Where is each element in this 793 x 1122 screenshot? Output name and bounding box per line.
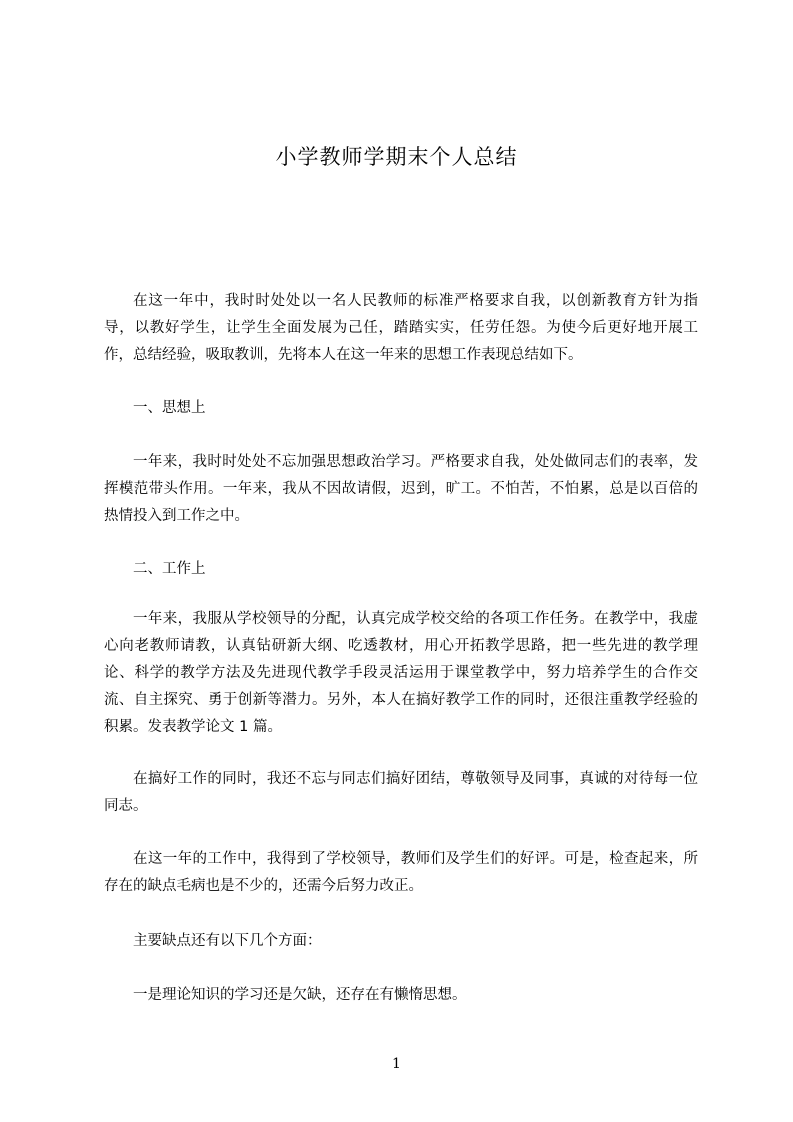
paragraph-shortcoming-one: 一是理论知识的学习还是欠缺，还存在有懒惰思想。 xyxy=(133,987,467,1003)
paragraph-thought: 一年来，我时时处处不忘加强思想政治学习。严格要求自我，处处做同志们的表率，发挥模范带头作用。一年来，我从不因故请假，迟到，旷工。不怕苦，不怕累，总是以百倍的热情投入到工作之中。 xyxy=(104,454,698,524)
paragraph-unity: 在搞好工作的同时，我还不忘与同志们搞好团结，尊敬领导及同事，真诚的对待每一位同志。 xyxy=(104,771,698,814)
page-title: 小学教师学期末个人总结 xyxy=(275,145,518,169)
paragraph-shortcomings-intro: 主要缺点还有以下几个方面： xyxy=(133,933,322,949)
page-number: 1 xyxy=(392,1056,401,1072)
paragraph-evaluation: 在这一年的工作中，我得到了学校领导，教师们及学生们的好评。可是，检查起来，所存在的缺点毛病也是不少的，还需今后努力改正。 xyxy=(104,851,698,894)
section-heading-work: 二、工作上 xyxy=(133,561,206,577)
paragraph-work: 一年来，我服从学校领导的分配，认真完成学校交给的各项工作任务。在教学中，我虚心向老教师请教，认真钻研新大纲、吃透教材，用心开拓教学思路，把一些先进的教学理论、科学的教学方法及先进现代教学手段灵活运用于课堂教学中，努力培养学生的合作交流、自主探究、勇于创新等潜力。另外，本人在搞好教学工作的同时，还很注重教学经验的积累。发表教学论文 1 篇。 xyxy=(104,611,698,735)
paragraph-intro: 在这一年中，我时时处处以一名人民教师的标准严格要求自我，以创新教育方针为指导，以教好学生，让学生全面发展为己任，踏踏实实，任劳任怨。为使今后更好地开展工作，总结经验，吸取教训，先将本人在这一年来的思想工作表现总结如下。 xyxy=(104,293,698,363)
section-heading-thought: 一、思想上 xyxy=(133,400,206,416)
